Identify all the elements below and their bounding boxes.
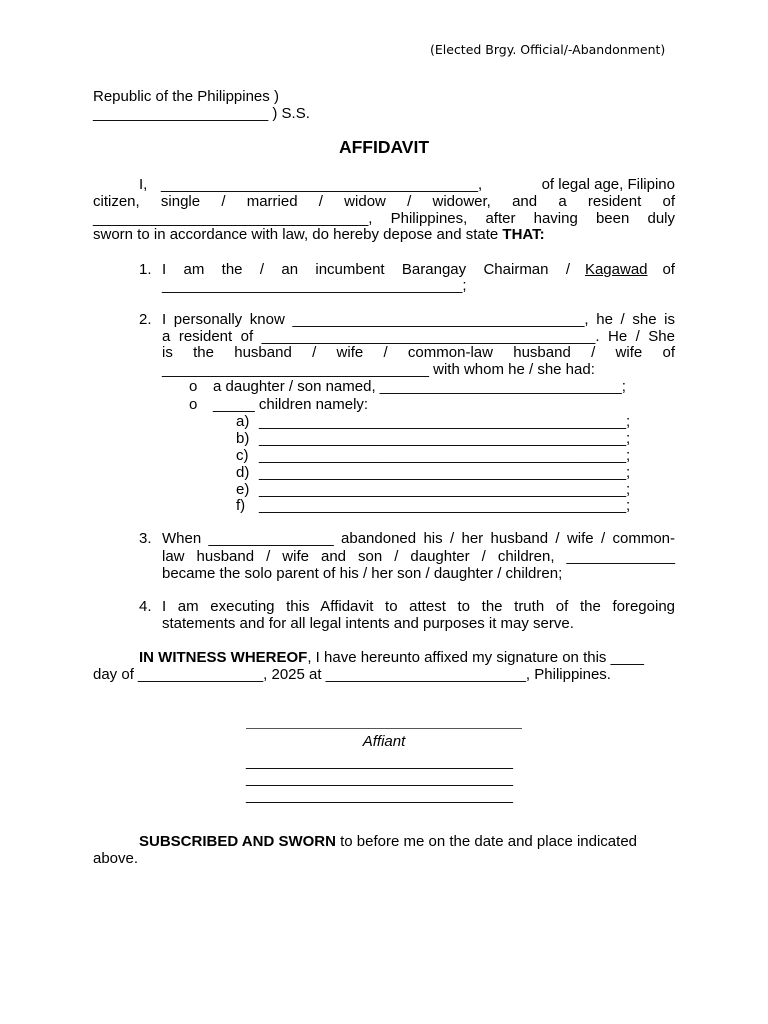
child-blank-a: ____________________________________________;	[259, 413, 631, 430]
witness-heading: IN WITNESS WHEREOF	[139, 649, 308, 666]
witness-text: , I have hereunto affixed my signature on this ____	[307, 649, 644, 666]
item-1-position-text	[162, 261, 570, 278]
child-label-a: a)	[236, 413, 250, 430]
word: the	[221, 261, 243, 278]
bullet-2: o	[189, 396, 198, 413]
witness-line-1	[139, 649, 675, 666]
intro-residence: _________________________________, Philippines, after having been duly	[93, 210, 675, 227]
child-blank-e: ____________________________________________;	[259, 481, 631, 498]
item-2-line-4: ________________________________ with whom he / she had:	[162, 361, 595, 378]
venue-country: Republic of the Philippines )	[93, 88, 279, 105]
witness-line-2: day of _______________, 2025 at ________________________, Philippines.	[93, 666, 611, 683]
item-3-line-2: law husband / wife and son / daughter / children, _____________	[162, 548, 675, 565]
item-1-of: of	[662, 261, 675, 278]
affiant-label: Affiant	[362, 733, 406, 750]
signature-line	[246, 728, 522, 729]
item-2-number: 2.	[139, 311, 152, 328]
item-3-line-3: became the solo parent of his / her son / daughter / children;	[162, 565, 563, 582]
item-1-number: 1.	[139, 261, 152, 278]
item-3-number: 3.	[139, 530, 152, 547]
child-blank-f: ____________________________________________;	[259, 497, 631, 514]
intro-deposition: sworn to in accordance with law, do hereby depose and state THAT:	[93, 226, 545, 243]
jurat-text: to before me on the date and place indicated	[335, 833, 638, 850]
word: I	[162, 261, 167, 278]
child-blank-d: ____________________________________________;	[259, 464, 631, 481]
affiant-id-line-2: ________________________________	[246, 770, 513, 787]
word: Chairman	[483, 261, 549, 278]
kagawad-label: Kagawad	[584, 261, 648, 278]
item-2-line-3: is the husband / wife / common-law husband / wife of	[162, 344, 675, 361]
item-4-line-2: statements and for all legal intents and purposes it may serve.	[162, 615, 574, 632]
children-count-line: _____ children namely:	[213, 396, 369, 413]
item-4-line-1: I am executing this Affidavit to attest to the truth of the foregoing	[162, 598, 675, 615]
form-type-note: (Elected Brgy. Official/-Abandonment)	[430, 42, 666, 57]
item-3-line-1: When _______________ abandoned his / her husband / wife / common-	[162, 530, 675, 547]
affiant-id-line-1: ________________________________	[246, 753, 513, 770]
bullet-1: o	[189, 378, 198, 395]
word: an	[281, 261, 299, 278]
item-2-line-1: I personally know ___________________________________, he / she is	[162, 311, 675, 328]
jurat-heading: SUBSCRIBED AND SWORN	[139, 833, 336, 850]
daughter-son-line: a daughter / son named, _____________________________;	[213, 378, 626, 395]
intro-civil-status: citizen, single / married / widow / widower, and a resident of	[93, 193, 675, 210]
word: am	[183, 261, 205, 278]
word: /	[565, 261, 570, 278]
item-4-number: 4.	[139, 598, 152, 615]
child-label-e: e)	[236, 481, 250, 498]
word: /	[259, 261, 265, 278]
intro-legal-age: of legal age, Filipino	[541, 176, 675, 193]
child-blank-b: ____________________________________________;	[259, 430, 631, 447]
child-label-d: d)	[236, 464, 250, 481]
intro-i: I,	[139, 176, 148, 193]
affiant-id-line-3: ________________________________	[246, 787, 513, 804]
affiant-name-blank: ______________________________________,	[161, 176, 483, 193]
child-label-c: c)	[236, 447, 249, 464]
word: Barangay	[401, 261, 467, 278]
child-blank-c: ____________________________________________;	[259, 447, 631, 464]
child-label-f: f)	[236, 497, 246, 514]
child-label-b: b)	[236, 430, 250, 447]
word: incumbent	[315, 261, 385, 278]
jurat-line-1	[139, 833, 637, 850]
venue-ss: _____________________ ) S.S.	[93, 105, 310, 122]
jurat-line-2: above.	[93, 850, 139, 867]
barangay-blank: ____________________________________;	[162, 277, 467, 294]
item-2-line-2: a resident of ________________________________________. He / She	[162, 328, 675, 345]
document-title: AFFIDAVIT	[338, 137, 430, 157]
item-1-line-1	[162, 261, 675, 278]
